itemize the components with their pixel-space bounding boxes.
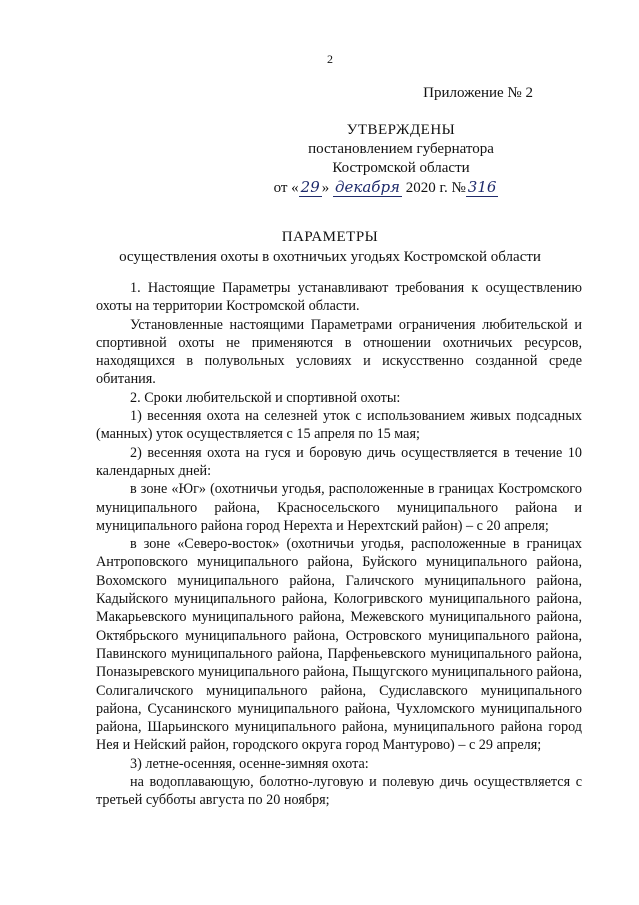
- paragraph: на водоплавающую, болотно-луговую и полевую дичь осуществляется с третьей субботы августа по 20 ноября;: [96, 774, 582, 809]
- approval-date-line: [251, 178, 521, 198]
- paragraph: 2) весенняя охота на гуся и боровую дичь осуществляется в течение 10 календарных дней:: [96, 444, 582, 479]
- paragraph: Установленные настоящими Параметрами ограничения любительской и спортивной охоты не применяются в отношении охотничьих ресурсов, находящихся в полувольных условиях и искусственно созданной среде обитания.: [96, 316, 582, 388]
- paragraph: 1) весенняя охота на селезней уток с использованием живых подсадных (манных) уток осуществляется с 15 апреля по 15 мая;: [96, 408, 582, 443]
- approval-block: [273, 84, 533, 198]
- paragraph: в зоне «Северо-восток» (охотничьи угодья, расположенные в границах Антроповского муниципального района, Буйского муниципального района, Вохомского муниципального района, Галичского муниципального района, Кадыйского муниципального района, Кологривского муниципального района, Макарьевского муниципального района, Межевского муниципального района, Октябрьского муниципального района, Островского муниципального района, Павинского муниципального района, Парфеньевского муниципального района, Поназыревского муниципального района, Пыщугского муниципального района, Солигаличского муниципального района, Судиславского муниципального района, Сусанинского муниципального района, Чухломского муниципального района, Шарьинского муниципального района, муниципального района город Нея и Нейский район, городского округа город Мантурово) – с 29 апреля;: [96, 536, 582, 754]
- paragraph: в зоне «Юг» (охотничьи угодья, расположенные в границах Костромского муниципального района, Красносельского муниципального района и муниципального района город Нерехта и Нерехтский район) – с 20 апреля;: [96, 481, 582, 534]
- document-subtitle: осуществления охоты в охотничьих угодьях Костромской области: [119, 249, 541, 265]
- approved-heading: УТВЕРЖДЕНЫ: [346, 122, 456, 138]
- handwritten-month: декабря: [335, 178, 400, 196]
- document-title: ПАРАМЕТРЫ: [281, 229, 379, 245]
- handwritten-number: 316: [467, 178, 497, 196]
- annex-label: Приложение № 2: [423, 85, 533, 101]
- date-mid: »: [321, 180, 330, 196]
- page-number: 2: [327, 52, 333, 66]
- approval-line-1: постановлением губернатора: [308, 141, 494, 157]
- paragraph: 3) летне-осенняя, осенне-зимняя охота:: [130, 755, 369, 772]
- paragraph: 1. Настоящие Параметры устанавливают требования к осуществлению охоты на территории Костромской области.: [96, 280, 582, 315]
- date-prefix: от «: [273, 180, 299, 196]
- paragraph: 2. Сроки любительской и спортивной охоты:: [130, 389, 401, 406]
- date-year: 2020 г. №: [405, 180, 466, 196]
- document-body: [96, 279, 582, 810]
- approval-line-2: Костромской области: [332, 160, 470, 176]
- handwritten-day: 29: [300, 178, 320, 196]
